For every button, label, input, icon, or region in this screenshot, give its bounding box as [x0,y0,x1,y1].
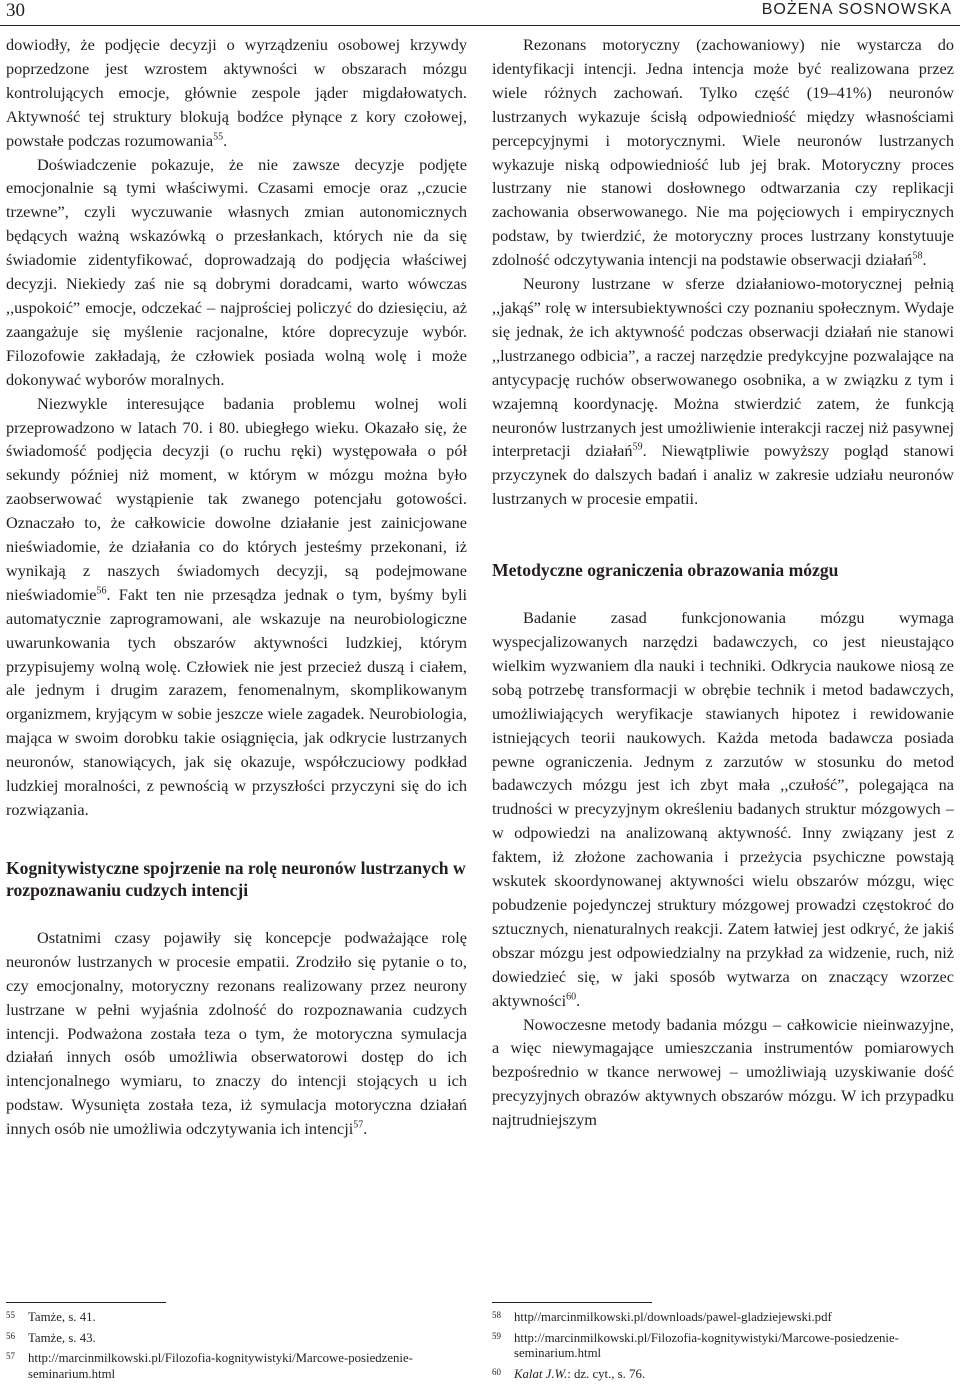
footnotes-right [492,1310,954,1387]
footnote[interactable]: 58 http//marcinmilkowski.pl/downloads/pawel-gladziejewski.pdf [492,1310,832,1324]
right-column [492,33,954,1132]
body-paragraph: Niezwykle interesujące badania problemu wolnej woli przeprowadzono w latach 70. i 80. ubiegłego wieku. Okazało się, że świadomość podjęcia decyzji (o ruchu ręki) występowała o pół sekundy później niż moment, w którym w mózgu można było zaobserwować wystąpienie tak zwanego potencjału gotowości. Oznaczało to, że całkowicie dowolne działanie jest zainicjowane nieświadomie, że działania co do których jesteśmy przekonani, iż wynikają z naszych świadomych decyzji, są podejmowane nieświadomie$^{56}$. Fakt ten nie przesądza jednak o tym, byśmy byli automatycznie zaprogramowani, ale wskazuje na neurobiologiczne uwarunkowania tych obszarów aktywności ludzkiej, którym przypisujemy wolną wolę. Człowiek nie jest przecież duszą i ciałem, ale jednym i drugim zarazem, fenomenalnym, skomplikowanym organizmem, kryjącym w sobie jeszcze wiele zagadek. Neurobiologia, mająca w swoim dorobku takie osiągnięcia, jak odkrycie lustrzanych neuronów, stanowiących, jak się okazuje, współczuciowy podkład ludzkiej moralności, z pewnością w przyszłości przyczyni się do ich rozwiązania. [6,393,467,819]
footnote-ref[interactable]: 59 [632,441,643,453]
footnote[interactable]: 59 http://marcinmilkowski.pl/Filozofia-kognitywistyki/Marcowe-posiedzenie-seminarium.html [492,1330,899,1361]
body-paragraph: Rezonans motoryczny (zachowaniowy) nie wystarcza do identyfikacji intencji. Jedna intencja może być realizowana przez wiele różnych zachowań. Tylko część (19–41%) neuronów lustrzanych wykazuje ścisłą odpowiedniość między własnościami percepcyjnymi i motorycznymi. Wiele neuronów lustrzanych wykazuje niską odpowiedniość lub jej brak. Motoryczny proces lustrzany nie stanowi dosłownego odtwarzania czy replikacji zachowania obserwowanego. Nie ma pojęciowych i empirycznych podstaw, by twierdzić, że motoryczny proces lustrzany konstytuuje zdolność odczytywania intencji na podstawie obserwacji działań$^{58}$. [492,35,954,270]
body-paragraph: Doświadczenie pokazuje, że nie zawsze decyzje podjęte emocjonalnie są tymi właściwymi. Czasami emocje oraz ,,czucie trzewne”, czyli wyczuwanie własnych zmian autonomicznych będących ważną wskazówką o przesłankach, których nie da się świadomie zidentyfikować, doprowadzają do podjęcia właściwej decyzji. Niekiedy zaś nie są dobrymi doradcami, warto wówczas ,,uspokoić” emocje, odczekać – najprościej policzyć do dziesięciu, aż zaangażuje się myślenie racjonalne, które doprecyzuje wybór. Filozofowie zakładają, że człowiek posiada wolną wolę i może dokonywać wyborów moralnych. [6,154,467,389]
body-paragraph: Ostatnimi czasy pojawiły się koncepcje podważające rolę neuronów lustrzanych w procesie empatii. Zrodziło się pytanie o to, czy emocjonalny, motoryczny rezonans realizowany przez neurony lustrzane w pełni wyjaśnia zdolność do rozpoznawania cudzych intencji. Podważona została teza o tym, że motoryczna symulacja działań innych osób umożliwia obserwatorowi dostęp do ich intencjonalnego wymiaru, to znaczy do intencji stojących u ich podstaw. Wysunięta została teza, iż symulacja motoryczna działań innych osób nie umożliwia odczytywania ich intencji$^{57}$. [6,927,467,1139]
footnote-ref[interactable]: 60 [566,991,577,1003]
footnote: 56 Tamże, s. 43. [6,1330,96,1345]
footnote-rule [6,1302,166,1303]
footnote-rule [492,1302,652,1303]
footnote-ref[interactable]: 56 [96,585,107,597]
footnote-ref[interactable]: 57 [353,1119,364,1131]
running-header: BOŻENA SOSNOWSKA [761,1,952,18]
footnotes-left [6,1310,467,1387]
body-paragraph: Nowoczesne metody badania mózgu – całkowicie nieinwazyjne, a więc niewymagające umieszczania instrumentów pomiarowych bezpośrednio w tkance nerwowej – umożliwiają uzyskiwanie dość precyzyjnych obrazów aktywnych obszarów mózgu. W ich przypadku najtrudniejszym [492,1014,954,1130]
footnote-ref[interactable]: 55 [213,131,224,143]
body-paragraph: Neurony lustrzane w sferze działaniowo-motorycznej pełnią ,,jakąś” rolę w intersubiektywności czy poznaniu społecznym. Wydaje się jednak, że ich aktywność podczas obserwacji działań nie stanowi ,,lustrzanego odbicia”, a raczej narzędzie predykcyjne pozwalające na antycypację ruchów obserwowanego osobnika, a w związku z tym i wzajemną koordynację. Można stwierdzić zatem, że funkcją neuronów lustrzanych jest umożliwienie interakcji raczej niż pasywnej interpretacji działań$^{59}$. Niewątpliwie powyższy pogląd stanowi przyczynek do dalszych badań i analiz w zakresie udziału neuronów lustrzanych w procesie empatii. [492,274,954,509]
footnote: 55 Tamże, s. 41. [6,1310,96,1324]
page-number: 30 [6,0,25,21]
left-column [6,33,467,1141]
section-heading: Kognitywistyczne spojrzenie na rolę neuronów lustrzanych w rozpoznawaniu cudzych intencji [6,857,466,900]
footnote: 60 Kalat J.W.: dz. cyt., s. 76. [492,1366,646,1381]
footnote-ref[interactable]: 58 [912,250,923,262]
body-paragraph: Badanie zasad funkcjonowania mózgu wymaga wyspecjalizowanych narzędzi badawczych, co jest nieustająco wielkim wyzwaniem dla nauki i techniki. Odkrycia naukowe niosą ze sobą potrzebę transformacji w obrębie technik i metod badawczych, umożliwiających weryfikacje stawianych hipotez i rewidowanie istniejących teorii naukowych. Każda metoda badawcza posiada pewne ograniczenia. Jednym z zarzutów w stosunku do metod badawczych mózgu jest ich zbyt mała ,,czułość”, polegająca na trudności w precyzyjnym określeniu badanych struktur mózgowych – w odpowiedzi na analizowaną aktywność. Inny związany jest z faktem, iż złożone zachowania i przeżycia psychiczne powstają wskutek skoordynowanej aktywności wielu obszarów mózgu, więc pobudzenie pojedynczej struktury mózgowej prowadzi częstokroć do sztucznych, nienaturalnych reakcji. Zatem łatwiej jest odkryć, że jakiś obszar mózgu jest odpowiedzialny na przykład za widzenie, ruch, niż dowiedzieć się, w jaki sposób wytwarza on znaczący wzorzec aktywności$^{60}$. [492,608,954,1010]
footnote[interactable]: 57 http://marcinmilkowski.pl/Filozofia-kognitywistyki/Marcowe-posiedzenie-seminarium.html [6,1351,413,1381]
section-heading: Metodyczne ograniczenia obrazowania mózgu [492,560,839,581]
body-paragraph: dowiodły, że podjęcie decyzji o wyrządzeniu osobowej krzywdy poprzedzone jest wzrostem aktywności w obszarach mózgu kontrolujących emocje, głównie zespole jąder migdałowatych. Aktywność tej struktury blokują bodźce płynące z kory czołowej, powstałe podczas rozumowania$^{55}$. [6,35,467,150]
header-rule [0,25,960,26]
